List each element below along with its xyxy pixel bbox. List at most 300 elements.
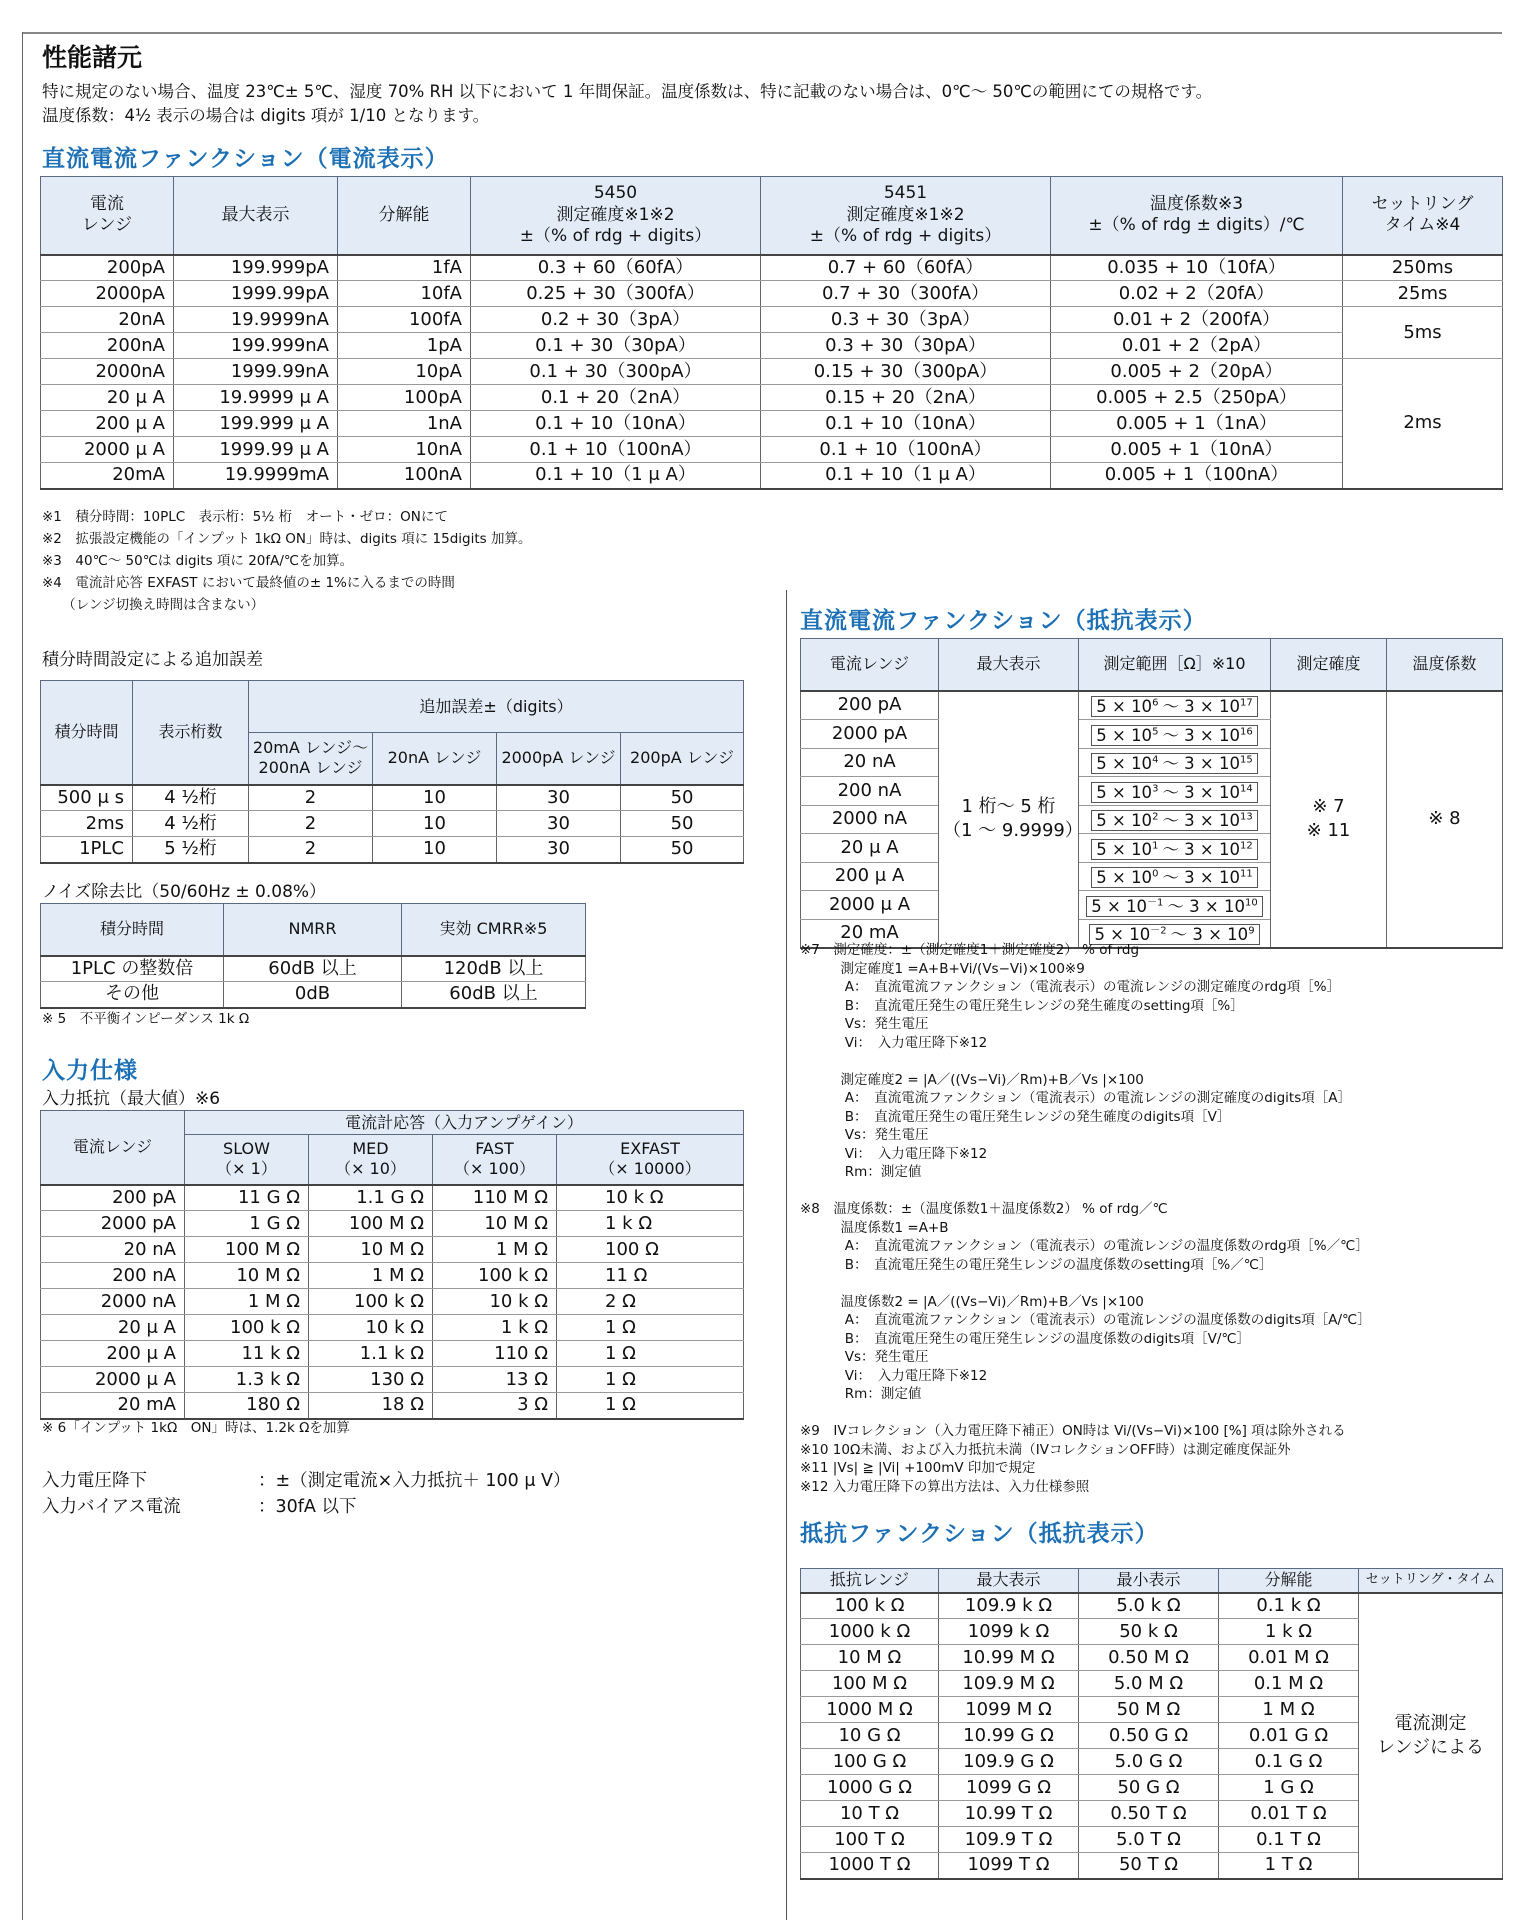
input-cell: 180 Ω (185, 1393, 309, 1419)
input-th-range: 電流レンジ (41, 1111, 185, 1185)
rf-cell: 109.9 T Ω (939, 1827, 1079, 1853)
rf-cell: 5.0 M Ω (1079, 1671, 1219, 1697)
res-meas-box (1091, 753, 1257, 774)
input-cell: 13 Ω (433, 1367, 557, 1393)
res-note: Vs：発生電圧 (800, 1127, 929, 1143)
integ-cell: 5 ½桁 (133, 837, 249, 863)
integ-th-time: 積分時間 (41, 681, 133, 785)
input-drop-label: 入力電圧降下 (42, 1471, 147, 1491)
rf-cell: 1000 k Ω (801, 1619, 939, 1645)
res-note: Vs：発生電圧 (800, 1016, 929, 1032)
dc-cell: 1999.99 μ A (174, 437, 338, 463)
input-cell: 110 M Ω (433, 1185, 557, 1211)
rf-th: 最大表示 (939, 1569, 1079, 1593)
dc-cell: 0.15 + 20（2nA） (761, 385, 1051, 411)
dc-cell: 0.005 + 1（100nA） (1051, 463, 1343, 489)
rf-cell: 1 G Ω (1219, 1775, 1359, 1801)
meas-a: 5 × 10 (1096, 868, 1153, 887)
rf-cell: 109.9 G Ω (939, 1749, 1079, 1775)
dc-cell: 200pA (41, 255, 174, 281)
meas-a: 5 × 10 (1096, 839, 1153, 859)
input-row (41, 1211, 744, 1237)
rf-cell: 100 M Ω (801, 1671, 939, 1697)
intro-line-2: 温度係数：4½ 表示の場合は digits 項が 1/10 となります。 (42, 106, 490, 125)
input-cell: 1 Ω (557, 1315, 744, 1341)
input-row (41, 1367, 744, 1393)
integ-cell: 30 (497, 811, 621, 837)
integ-cell: 50 (621, 785, 744, 811)
res-note (800, 1274, 1371, 1293)
rf-cell: 0.1 G Ω (1219, 1749, 1359, 1775)
input-cell: 1 G Ω (185, 1211, 309, 1237)
meas-a: 5 × 10 (1096, 754, 1153, 773)
input-cell: 200 μ A (41, 1341, 185, 1367)
dc-cell: 0.1 + 10（100nA） (761, 437, 1051, 463)
res-note: ※10 10Ω未満、および入力抵抗未満（IVコレクションOFF時）は測定確度保証外 (800, 1441, 1291, 1458)
meas-b: ～ 3 × 10 (1162, 868, 1240, 887)
input-cell: 100 k Ω (433, 1263, 557, 1289)
integ-cell: 50 (621, 837, 744, 863)
meas-exp1: 1 (1152, 840, 1159, 851)
input-title: 入力仕様 (42, 1058, 138, 1084)
input-cell: 1.1 k Ω (309, 1341, 433, 1367)
rf-th: 分解能 (1219, 1569, 1359, 1593)
noise-row (41, 956, 586, 982)
res-note: 測定確度1 =A+B+Vi/(Vs−Vi)×100※9 (800, 960, 1085, 977)
integ-cell: 2ms (41, 811, 133, 837)
input-cell: 10 k Ω (433, 1289, 557, 1315)
input-cell: 11 k Ω (185, 1341, 309, 1367)
top-rule (22, 32, 1502, 34)
dc-row (41, 255, 1503, 281)
res-meas-box (1091, 696, 1257, 717)
noise-table (40, 903, 586, 1009)
rf-cell: 1000 G Ω (801, 1775, 939, 1801)
input-cell: 100 k Ω (309, 1289, 433, 1315)
res-meas-box (1091, 725, 1257, 746)
dc-cell: 0.3 + 30（3pA） (761, 307, 1051, 333)
input-cell: 1.1 G Ω (309, 1185, 433, 1211)
input-cell: 1 k Ω (557, 1211, 744, 1237)
dc-cell: 200 μ A (41, 411, 174, 437)
integ-cell: 30 (497, 837, 621, 863)
settle-2: 2ms (1343, 359, 1503, 489)
res-note: Vi： 入力電圧降下※12 (800, 1034, 988, 1051)
dc-cell: 10nA (338, 437, 471, 463)
dc-cell: 0.01 + 2（2pA） (1051, 333, 1343, 359)
input-cell: 2000 μ A (41, 1367, 185, 1393)
dc-cell: 0.035 + 10（10fA） (1051, 255, 1343, 281)
dc-note: ※3 40℃～ 50℃は digits 項に 20fA/℃を加算。 (42, 553, 354, 569)
res-note: ※11 |Vs| ≧ |Vi| +100mV 印加で規定 (800, 1460, 1036, 1476)
rf-cell: 1000 T Ω (801, 1853, 939, 1879)
input-cell: 100 M Ω (185, 1237, 309, 1263)
res-note: Vs：発生電圧 (800, 1349, 929, 1365)
input-cell: 200 pA (41, 1185, 185, 1211)
res-row (801, 691, 1503, 720)
meas-exp2: 11 (1240, 868, 1253, 880)
dc-cell: 0.005 + 2.5（250pA） (1051, 385, 1343, 411)
left-rule (22, 32, 23, 1920)
noise-cell: 60dB 以上 (402, 982, 586, 1008)
dc-cell: 1pA (338, 333, 471, 359)
res-range: 2000 pA (801, 720, 939, 749)
res-th: 電流レンジ (801, 639, 939, 691)
rf-cell: 0.01 M Ω (1219, 1645, 1359, 1671)
dc-current-title: 直流電流ファンクション（電流表示） (42, 146, 449, 172)
input-cell: 10 M Ω (433, 1211, 557, 1237)
res-note: Rm：測定値 (800, 1386, 922, 1402)
th-res: 分解能 (338, 177, 471, 255)
meas-exp2: 12 (1240, 840, 1253, 851)
input-th-col: EXFAST （× 10000） (557, 1135, 744, 1185)
meas-exp1: 2 (1152, 811, 1159, 823)
input-bias-label: 入力バイアス電流 (42, 1497, 181, 1517)
dc-cell: 0.1 + 10（100nA） (471, 437, 761, 463)
rf-cell: 50 M Ω (1079, 1697, 1219, 1723)
dc-cell: 0.7 + 60（60fA） (761, 255, 1051, 281)
res-th: 最大表示 (939, 639, 1079, 691)
meas-exp1: 0 (1152, 868, 1159, 880)
input-cell: 2000 nA (41, 1289, 185, 1315)
meas-b: ～ 3 × 10 (1167, 896, 1245, 916)
rf-cell: 0.50 T Ω (1079, 1801, 1219, 1827)
res-acc-1: ※ 7 (1312, 796, 1345, 818)
rf-cell: 100 k Ω (801, 1593, 939, 1619)
meas-exp1: －1 (1147, 897, 1164, 908)
dc-cell: 100fA (338, 307, 471, 333)
res-meas (1079, 834, 1271, 863)
noise-cell: 1PLC の整数倍 (41, 956, 224, 982)
res-note: 温度係数1 =A+B (800, 1219, 949, 1236)
res-meas-box (1091, 782, 1257, 803)
rf-cell: 0.50 G Ω (1079, 1723, 1219, 1749)
integ-cell: 2 (249, 837, 373, 863)
rf-settle-2: レンジによる (1376, 1736, 1485, 1758)
dc-cell: 199.999pA (174, 255, 338, 281)
rf-cell: 100 G Ω (801, 1749, 939, 1775)
noise-cell: 60dB 以上 (224, 956, 402, 982)
noise-th: 実効 CMRR※5 (402, 904, 586, 956)
input-row (41, 1341, 744, 1367)
dc-row (41, 463, 1503, 489)
dc-row (41, 359, 1503, 385)
meas-exp2: 16 (1240, 726, 1253, 737)
input-cell: 10 M Ω (309, 1237, 433, 1263)
input-th-col: SLOW （× 1） (185, 1135, 309, 1185)
integ-cell: 10 (373, 811, 497, 837)
integ-cell: 10 (373, 785, 497, 811)
meas-a: 5 × 10 (1096, 725, 1153, 745)
dc-cell: 0.02 + 2（20fA） (1051, 281, 1343, 307)
dc-note: ※1 積分時間：10PLC 表示桁：5½ 桁 オート・ゼロ：ONにて (42, 509, 448, 525)
rf-cell: 1099 G Ω (939, 1775, 1079, 1801)
settle-5: 5ms (1343, 307, 1503, 359)
input-row (41, 1185, 744, 1211)
dc-cell: 0.1 + 10（1 μ A） (471, 463, 761, 489)
res-note: 温度係数2 = |A／((Vs−Vi)／Rm)+B／Vs |×100 (800, 1293, 1144, 1310)
res-range: 200 nA (801, 777, 939, 806)
res-range: 20 μ A (801, 834, 939, 863)
res-note: A： 直流電流ファンクション（電流表示）の電流レンジの温度係数のrdg項［%／℃］ (800, 1238, 1369, 1254)
dc-cell: 0.1 + 20（2nA） (471, 385, 761, 411)
res-range: 200 μ A (801, 862, 939, 891)
input-cell: 1 M Ω (185, 1289, 309, 1315)
input-cell: 2000 pA (41, 1211, 185, 1237)
rf-cell: 1099 k Ω (939, 1619, 1079, 1645)
dc-cell: 0.005 + 1（1nA） (1051, 411, 1343, 437)
meas-exp2: 9 (1248, 925, 1255, 937)
dc-cell: 2000pA (41, 281, 174, 307)
dc-cell: 1999.99pA (174, 281, 338, 307)
integ-cell: 4 ½桁 (133, 785, 249, 811)
dc-cell: 2000 μ A (41, 437, 174, 463)
input-cell: 1 k Ω (433, 1315, 557, 1341)
th-5451: 5451 測定確度※1※2 ±（% of rdg + digits） (761, 177, 1051, 255)
dc-cell: 2000nA (41, 359, 174, 385)
res-range: 2000 μ A (801, 891, 939, 920)
meas-exp2: 17 (1240, 697, 1253, 709)
rf-cell: 1099 M Ω (939, 1697, 1079, 1723)
res-note: ※12 入力電圧降下の算出方法は、入力仕様参照 (800, 1478, 1090, 1495)
th-temp: 温度係数※3 ±（% of rdg ± digits）/℃ (1051, 177, 1343, 255)
input-cell: 1 Ω (557, 1341, 744, 1367)
dc-cell: 19.9999mA (174, 463, 338, 489)
dc-cell: 20mA (41, 463, 174, 489)
rf-cell: 109.9 k Ω (939, 1593, 1079, 1619)
dc-row (41, 385, 1503, 411)
input-table (40, 1110, 744, 1420)
rf-cell: 0.01 T Ω (1219, 1801, 1359, 1827)
res-note: 測定確度2 = |A／((Vs−Vi)／Rm)+B／Vs |×100 (800, 1071, 1144, 1088)
res-note: A： 直流電流ファンクション（電流表示）の電流レンジの測定確度のrdg項［%］ (800, 979, 1341, 995)
dc-cell: 0.1 + 10（1 μ A） (761, 463, 1051, 489)
meas-a: 5 × 10 (1096, 811, 1153, 830)
input-cell: 10 k Ω (309, 1315, 433, 1341)
integ-th-col: 20nA レンジ (373, 733, 497, 785)
res-meas (1079, 891, 1271, 920)
input-row (41, 1289, 744, 1315)
rf-cell: 0.50 M Ω (1079, 1645, 1219, 1671)
dc-cell: 199.999nA (174, 333, 338, 359)
dc-current-table (40, 176, 1503, 490)
res-range: 20 mA (801, 919, 939, 948)
rf-cell: 0.1 M Ω (1219, 1671, 1359, 1697)
res-note: B： 直流電圧発生の電圧発生レンジの発生確度のdigits項［V］ (800, 1108, 1231, 1125)
rf-settle-1: 電流測定 (1394, 1712, 1467, 1734)
res-note: ※8 温度係数：±（温度係数1＋温度係数2） % of rdg／℃ (800, 1201, 1168, 1217)
rf-cell: 5.0 k Ω (1079, 1593, 1219, 1619)
input-cell: 130 Ω (309, 1367, 433, 1393)
dc-cell: 0.005 + 2（20pA） (1051, 359, 1343, 385)
integ-row (41, 785, 744, 811)
meas-exp1: 6 (1152, 697, 1159, 709)
dc-cell: 100pA (338, 385, 471, 411)
rf-cell: 1000 M Ω (801, 1697, 939, 1723)
meas-b: ～ 3 × 10 (1162, 725, 1240, 745)
integ-th-add: 追加誤差±（digits） (249, 681, 744, 733)
meas-b: ～ 3 × 10 (1170, 925, 1249, 944)
dc-cell: 0.005 + 1（10nA） (1051, 437, 1343, 463)
res-acc (1271, 691, 1387, 949)
meas-exp1: 5 (1152, 726, 1159, 737)
integ-table (40, 680, 744, 864)
settle-25: 25ms (1343, 281, 1503, 307)
integ-row (41, 837, 744, 863)
res-meas (1079, 777, 1271, 806)
integ-cell: 4 ½桁 (133, 811, 249, 837)
rf-cell: 50 T Ω (1079, 1853, 1219, 1879)
res-acc-2: ※ 11 (1306, 820, 1351, 842)
dc-cell: 0.3 + 30（30pA） (761, 333, 1051, 359)
input-cell: 10 M Ω (185, 1263, 309, 1289)
input-cell: 110 Ω (433, 1341, 557, 1367)
noise-cell: 0dB (224, 982, 402, 1008)
dc-cell: 199.999 μ A (174, 411, 338, 437)
rf-cell: 1 T Ω (1219, 1853, 1359, 1879)
meas-a: 5 × 10 (1094, 925, 1151, 944)
input-cell: 18 Ω (309, 1393, 433, 1419)
integ-cell: 10 (373, 837, 497, 863)
res-note: A： 直流電流ファンクション（電流表示）の電流レンジの温度係数のdigits項［A/℃］ (800, 1312, 1371, 1328)
input-bias-value: ：30fA 以下 (258, 1497, 357, 1517)
settle-250: 250ms (1343, 255, 1503, 281)
res-note (800, 1182, 1371, 1201)
integ-th-col: 20mA レンジ～ 200nA レンジ (249, 733, 373, 785)
rf-cell: 0.1 k Ω (1219, 1593, 1359, 1619)
dc-cell: 200nA (41, 333, 174, 359)
res-meas-box (1086, 896, 1262, 917)
intro-text (42, 80, 1212, 128)
dc-cell: 10pA (338, 359, 471, 385)
dc-row (41, 333, 1503, 359)
res-range: 20 nA (801, 748, 939, 777)
integ-cell: 30 (497, 785, 621, 811)
integ-cell: 2 (249, 811, 373, 837)
res-range: 200 pA (801, 691, 939, 720)
res-note: Rm：測定値 (800, 1164, 922, 1180)
dc-cell: 0.7 + 30（300fA） (761, 281, 1051, 307)
dc-cell: 100nA (338, 463, 471, 489)
integ-title: 積分時間設定による追加誤差 (42, 650, 263, 670)
rf-cell: 109.9 M Ω (939, 1671, 1079, 1697)
res-note (800, 1052, 1371, 1071)
rf-cell: 10.99 M Ω (939, 1645, 1079, 1671)
rf-cell: 100 T Ω (801, 1827, 939, 1853)
dc-row (41, 281, 1503, 307)
dc-cell: 0.1 + 30（30pA） (471, 333, 761, 359)
dc-row (41, 307, 1503, 333)
input-cell: 1 M Ω (309, 1263, 433, 1289)
input-cell: 1.3 k Ω (185, 1367, 309, 1393)
rf-cell: 5.0 G Ω (1079, 1749, 1219, 1775)
res-meas (1079, 862, 1271, 891)
rf-th: 最小表示 (1079, 1569, 1219, 1593)
input-cell: 1 Ω (557, 1367, 744, 1393)
rf-th: セットリング・タイム (1359, 1569, 1503, 1593)
input-row (41, 1263, 744, 1289)
dc-res-title: 直流電流ファンクション（抵抗表示） (800, 608, 1207, 634)
input-cell: 20 μ A (41, 1315, 185, 1341)
res-meas (1079, 805, 1271, 834)
meas-exp2: 14 (1240, 783, 1253, 794)
rf-cell: 10.99 T Ω (939, 1801, 1079, 1827)
noise-th: NMRR (224, 904, 402, 956)
res-note: ※7 測定確度：±（測定確度1＋測定確度2） % of rdg (800, 942, 1140, 958)
dc-cell: 0.25 + 30（300fA） (471, 281, 761, 307)
dc-cell: 19.9999nA (174, 307, 338, 333)
meas-a: 5 × 10 (1091, 896, 1148, 916)
integ-th-col: 200pA レンジ (621, 733, 744, 785)
dc-row (41, 437, 1503, 463)
meas-b: ～ 3 × 10 (1162, 782, 1240, 802)
res-meas (1079, 720, 1271, 749)
input-cell: 100 M Ω (309, 1211, 433, 1237)
rf-cell: 5.0 T Ω (1079, 1827, 1219, 1853)
dc-res-notes (800, 941, 1371, 1496)
res-fn-table (800, 1568, 1503, 1880)
integ-cell: 50 (621, 811, 744, 837)
rf-cell: 10 M Ω (801, 1645, 939, 1671)
dc-res-table (800, 638, 1503, 949)
input-cell: 11 Ω (557, 1263, 744, 1289)
dc-cell: 0.15 + 30（300pA） (761, 359, 1051, 385)
noise-note: ※ 5 不平衡インピーダンス 1k Ω (42, 1011, 250, 1027)
rf-settle (1359, 1593, 1503, 1879)
input-th-col: MED （× 10） (309, 1135, 433, 1185)
input-cell: 10 k Ω (557, 1185, 744, 1211)
meas-b: ～ 3 × 10 (1162, 697, 1240, 716)
input-subtitle: 入力抵抗（最大値）※6 (42, 1089, 221, 1109)
res-max-2: （1 ～ 9.9999） (943, 820, 1083, 842)
integ-th-digits: 表示桁数 (133, 681, 249, 785)
input-th-group: 電流計応答（入力アンプゲイン） (185, 1111, 744, 1135)
input-cell: 1 Ω (557, 1393, 744, 1419)
noise-cell: その他 (41, 982, 224, 1008)
rf-cell: 10 G Ω (801, 1723, 939, 1749)
res-note (800, 1404, 1371, 1423)
dc-cell: 10fA (338, 281, 471, 307)
dc-current-notes (42, 506, 531, 616)
rf-cell: 1 M Ω (1219, 1697, 1359, 1723)
res-max-1: 1 桁～ 5 桁 (961, 796, 1056, 818)
dc-row (41, 411, 1503, 437)
noise-th: 積分時間 (41, 904, 224, 956)
input-cell: 200 nA (41, 1263, 185, 1289)
res-th: 測定範囲［Ω］※10 (1079, 639, 1271, 691)
res-range: 2000 nA (801, 805, 939, 834)
meas-b: ～ 3 × 10 (1162, 839, 1240, 859)
res-max (939, 691, 1083, 949)
input-drop-value: ：±（測定電流×入力抵抗＋ 100 μ V） (258, 1471, 571, 1491)
res-note: Vi： 入力電圧降下※12 (800, 1367, 988, 1384)
dc-cell: 0.1 + 10（10nA） (761, 411, 1051, 437)
input-cell: 20 nA (41, 1237, 185, 1263)
integ-cell: 2 (249, 785, 373, 811)
res-note: Vi： 入力電圧降下※12 (800, 1145, 988, 1162)
res-th: 温度係数 (1387, 639, 1503, 691)
rf-cell: 1099 T Ω (939, 1853, 1079, 1879)
integ-cell: 1PLC (41, 837, 133, 863)
input-row (41, 1393, 744, 1419)
dc-cell: 0.3 + 60（60fA） (471, 255, 761, 281)
dc-cell: 19.9999 μ A (174, 385, 338, 411)
res-meas-box (1091, 839, 1257, 860)
meas-exp2: 15 (1240, 754, 1253, 766)
input-cell: 1 M Ω (433, 1237, 557, 1263)
res-fn-title: 抵抗ファンクション（抵抗表示） (800, 1521, 1159, 1547)
rf-cell: 10 T Ω (801, 1801, 939, 1827)
